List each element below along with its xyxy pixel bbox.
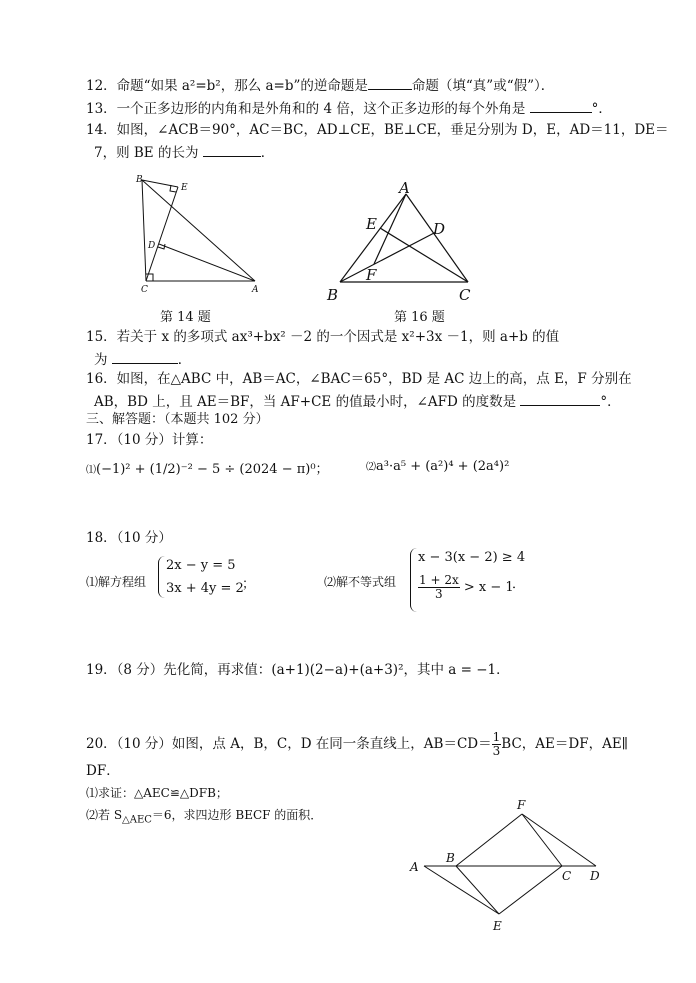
q19-expression: (a+1)(2−a)+(a+3)²: [271, 662, 404, 678]
question-14-line1: 14．如图，∠ACB＝90°，AC＝BC，AD⊥CE，BE⊥CE，垂足分别为 D，E，AD＝11，DE＝: [86, 122, 669, 138]
q16-line2-text: AB，BD 上，且 AE＝BF，当 AF+CE 的值最小时，∠AFD 的度数是: [94, 394, 517, 410]
fig14-segment-bc: [142, 180, 146, 281]
q12-text: 12．命题“如果 a²=b²，那么 a=b”的逆命题是: [86, 78, 368, 94]
fig20-segment-fd: [522, 814, 596, 866]
fig16-label-a: A: [399, 179, 410, 197]
q13-answer-blank[interactable]: [530, 99, 592, 113]
q20-part2-text-b: ＝6，求四边形 BECF 的面积．: [151, 808, 323, 822]
fig20-label-c: C: [562, 869, 572, 883]
q18-brace-2: [410, 548, 417, 612]
q18-ineq2-fraction: [418, 574, 460, 601]
fig16-segment-af: [374, 194, 406, 264]
figure-20: [404, 796, 614, 936]
q20-fraction: [492, 731, 502, 758]
fig14-label-a: A: [252, 285, 259, 295]
q20-part2-text: ⑵若 S: [86, 808, 123, 822]
question-20-line2: DF．: [86, 763, 120, 779]
q18-part2-label: ⑵解不等式组: [324, 575, 397, 589]
question-19: [86, 661, 510, 679]
q17-part1: [86, 458, 329, 477]
q18-ineq2: [418, 574, 514, 601]
q13-text: 13．一个正多边形的内角和是外角和的 4 倍，这个正多边形的每个外角是: [86, 101, 526, 117]
q20-fraction-denominator: 3: [492, 744, 501, 758]
q18-part1-end: ；: [242, 577, 256, 592]
fig20-segment-ce: [499, 866, 562, 914]
fig16-label-f: F: [366, 266, 377, 284]
q12-suffix: 命题（填“真”或“假”）．: [411, 78, 555, 94]
fig14-segment-ba: [142, 180, 255, 281]
q16-answer-blank[interactable]: [520, 392, 600, 406]
q20-part1: ⑴求证：△AEC≌△DFB；: [86, 786, 228, 800]
fig16-label-b: B: [327, 286, 339, 304]
q18-ineq2-denominator: 3: [435, 587, 443, 601]
fig16-segment-bd: [340, 232, 436, 282]
fig14-label-c: C: [141, 285, 148, 295]
q18-eq1: 2x − y = 5: [166, 558, 236, 573]
fig16-label-d: D: [433, 220, 446, 238]
fig20-label-b: B: [446, 851, 455, 865]
fig20-label-a: A: [410, 860, 419, 874]
section-3-title: 三、解答题：（本题共 102 分）: [86, 412, 269, 427]
q18-brace-1: [158, 556, 165, 598]
q13-suffix: °．: [591, 101, 612, 117]
q19-tail: ，其中 a = −1．: [403, 662, 510, 678]
fig16-label-e: E: [366, 215, 377, 233]
q15-suffix: ．: [177, 352, 192, 368]
fig20-segment-be: [456, 866, 499, 914]
fig14-segment-ad: [159, 244, 255, 281]
q20-line1-text-b: BC，AE＝DF，AE∥: [501, 736, 628, 752]
q14-answer-blank[interactable]: [203, 143, 261, 157]
q17-part1-label: ⑴: [86, 465, 96, 476]
q18-part2-end: ．: [512, 577, 526, 592]
q15-answer-blank[interactable]: [112, 350, 178, 364]
q14-line2-text: 7，则 BE 的长为: [94, 145, 199, 161]
question-15-line1: 15．若关于 x 的多项式 ax³+bx² －2 的一个因式是 x²+3x －1，则 a+b 的值: [86, 329, 560, 345]
fig20-segment-fb: [456, 814, 522, 866]
q18-ineq2-numerator: 1 + 2x: [419, 573, 459, 587]
q18-eq2: 3x + 4y = 2: [166, 581, 244, 596]
figure-14: [128, 170, 264, 300]
fig14-label-d: D: [148, 241, 156, 251]
fig14-label-b: B: [136, 175, 143, 185]
q17-part2-label: ⑵: [366, 462, 376, 473]
question-16-line1: 16．如图，在△ABC 中，AB＝AC，∠BAC＝65°，BD 是 AC 边上的高，点 E，F 分别在: [86, 371, 632, 387]
fig20-label-e: E: [493, 919, 502, 933]
fig14-segment-be: [142, 180, 178, 187]
q18-ineq2-rest: > x − 1: [463, 580, 514, 595]
q20-part2: [86, 806, 322, 829]
fig14-label-e: E: [181, 183, 188, 193]
q18-part1-label: ⑴解方程组: [86, 575, 147, 589]
fig14-segment-ce: [146, 187, 178, 281]
q18-ineq1: x − 3(x − 2) ≥ 4: [418, 550, 526, 565]
q17-part2-expression: a³·a⁵ + (a²)⁴ + (2a⁴)²: [376, 459, 510, 474]
fig14-caption: 第 14 题: [160, 310, 211, 325]
q19-head: 19．（8 分）先化简，再求值：: [86, 662, 272, 678]
question-13: [86, 99, 612, 118]
fig20-label-f: F: [517, 798, 526, 812]
fig20-label-d: D: [590, 869, 600, 883]
question-18-head: 18．（10 分）: [86, 530, 172, 546]
q20-part2-subscript: △AEC: [122, 814, 152, 826]
q20-line1-text: 20．（10 分）如图，点 A，B，C，D 在同一条直线上，AB＝CD＝: [86, 736, 492, 752]
question-17-head: 17．（10 分）计算：: [86, 432, 213, 448]
q20-fraction-numerator: 1: [492, 730, 501, 744]
question-20-line1: [86, 731, 628, 758]
fig20-segment-fc: [522, 814, 562, 866]
question-15-line2: [94, 350, 191, 369]
fig16-label-c: C: [459, 286, 471, 304]
q15-line2-text: 为: [94, 352, 108, 368]
figure-16: [322, 176, 482, 306]
q17-part1-expression: (−1)² + (1/2)⁻² − 5 ÷ (2024 − π)⁰；: [96, 462, 329, 477]
fig16-caption: 第 16 题: [394, 310, 445, 325]
q12-answer-blank[interactable]: [368, 76, 412, 90]
question-12: [86, 76, 554, 95]
q16-suffix: °．: [600, 394, 621, 410]
q17-part2: [366, 458, 509, 474]
fig16-segment-ac: [406, 194, 468, 282]
question-16-line2: [94, 392, 621, 411]
question-14-line2: [94, 143, 274, 162]
fig20-segment-ae: [424, 866, 499, 914]
q14-suffix: ．: [260, 145, 275, 161]
fig16-segment-ec: [380, 228, 468, 282]
